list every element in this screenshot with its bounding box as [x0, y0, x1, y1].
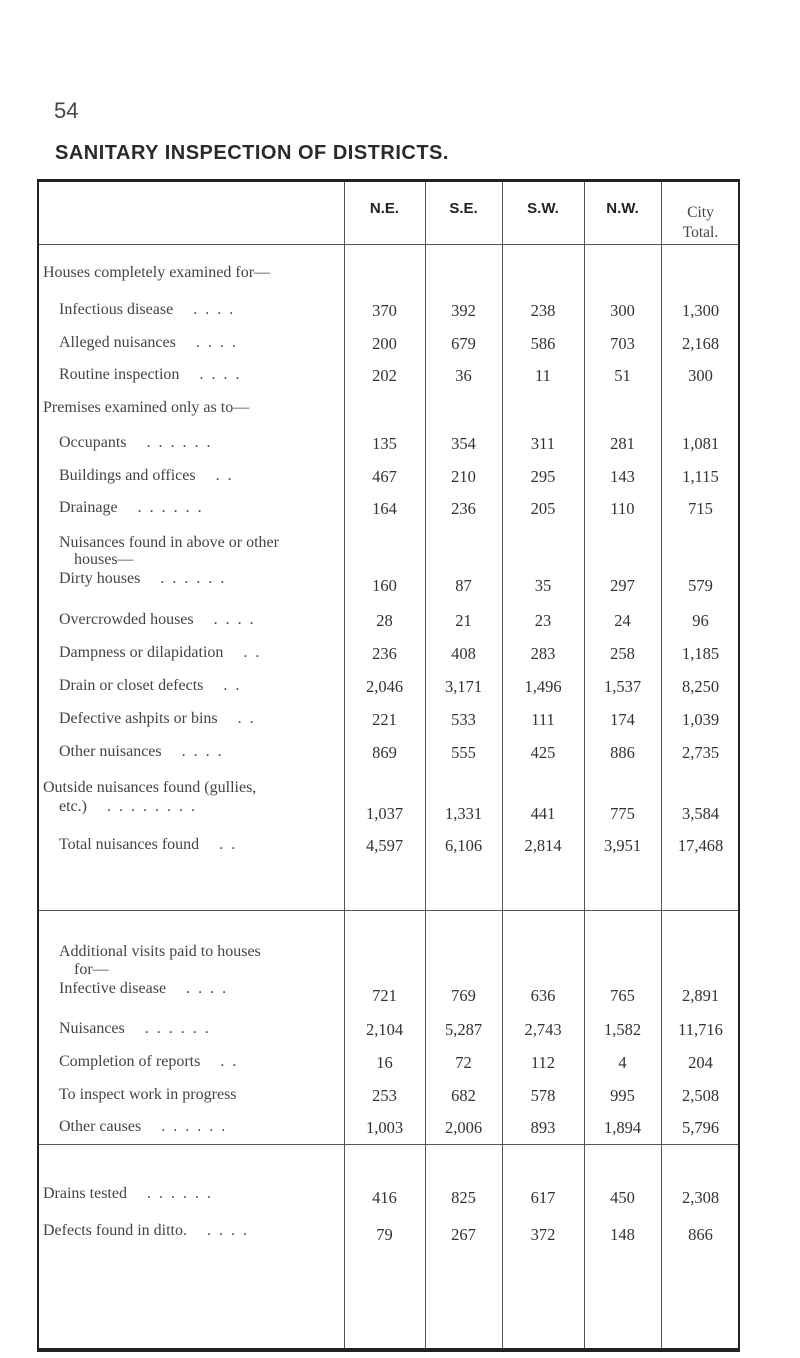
cell-nw: 775 — [610, 804, 635, 823]
cell-sw: 111 — [531, 710, 555, 729]
cell-se: 392 — [451, 301, 476, 320]
column-header-sw: S.W. — [527, 200, 559, 217]
row-label: Defects found in ditto. — [43, 1222, 187, 1239]
cell-ne: 869 — [372, 743, 397, 762]
row-label: Dirty houses — [59, 570, 141, 587]
cell-city-total: 2,168 — [681, 334, 720, 353]
leader-dots: . . . . . . — [160, 570, 227, 587]
cell-ne: 160 — [372, 576, 397, 595]
cell-ne: 1,003 — [365, 1118, 404, 1137]
cell-nw: 4 — [618, 1053, 627, 1072]
column-header-total: Total. — [682, 224, 719, 241]
cell-nw: 995 — [610, 1086, 635, 1105]
cell-se: 354 — [451, 434, 476, 453]
leader-dots: . . . . . . — [146, 1185, 213, 1202]
cell-city-total: 17,468 — [677, 836, 724, 855]
cell-se: 21 — [455, 611, 472, 630]
section-heading-continued: houses— — [74, 551, 134, 568]
row-label: etc.) — [59, 798, 87, 815]
cell-sw: 1,496 — [524, 677, 562, 696]
cell-sw: 578 — [530, 1086, 556, 1105]
cell-sw: 311 — [530, 434, 556, 453]
cell-nw: 703 — [610, 334, 635, 353]
leader-dots: . . . . — [186, 980, 229, 997]
row-label: Other causes — [59, 1118, 142, 1135]
column-header-ne: N.E. — [369, 200, 400, 217]
cell-se: 408 — [451, 644, 476, 663]
column-header-city: City — [687, 204, 714, 221]
row-label: Nuisances — [59, 1020, 125, 1037]
cell-ne: 200 — [372, 334, 397, 353]
inspection-table — [37, 179, 740, 1352]
cell-se: 679 — [451, 334, 476, 353]
leader-dots: . . . . . . — [146, 434, 213, 451]
leader-dots: . . — [220, 1053, 239, 1070]
cell-ne: 467 — [372, 467, 397, 486]
leader-dots: . . . . . . — [144, 1020, 211, 1037]
leader-dots: . . . . . . — [161, 1118, 228, 1135]
leader-dots: . . — [219, 836, 238, 853]
cell-sw: 238 — [530, 301, 556, 320]
cell-se: 267 — [451, 1225, 476, 1244]
cell-nw: 110 — [610, 499, 635, 518]
cell-se: 5,287 — [444, 1020, 483, 1039]
leader-dots: . . . . — [195, 334, 238, 351]
cell-city-total: 5,796 — [681, 1118, 720, 1137]
row-label: Infectious disease — [59, 301, 174, 318]
cell-ne: 135 — [372, 434, 397, 453]
cell-se: 825 — [451, 1188, 476, 1207]
cell-city-total: 866 — [688, 1225, 713, 1244]
cell-ne: 416 — [372, 1188, 397, 1207]
cell-se: 555 — [451, 743, 476, 762]
leader-dots: . . . . — [193, 301, 236, 318]
cell-se: 210 — [451, 467, 476, 486]
cell-nw: 886 — [610, 743, 635, 762]
cell-sw: 617 — [530, 1188, 556, 1207]
cell-city-total: 3,584 — [681, 804, 720, 823]
column-rule — [344, 182, 345, 1348]
leader-dots: . . — [237, 710, 256, 727]
cell-nw: 1,537 — [603, 677, 642, 696]
cell-sw: 205 — [530, 499, 556, 518]
cell-se: 533 — [451, 710, 476, 729]
leader-dots: . . . . — [199, 366, 242, 383]
row-label: Total nuisances found — [59, 836, 200, 853]
cell-nw: 281 — [610, 434, 635, 453]
cell-city-total: 1,081 — [681, 434, 720, 453]
cell-city-total: 2,508 — [681, 1086, 720, 1105]
cell-sw: 2,743 — [524, 1020, 562, 1039]
cell-se: 2,006 — [444, 1118, 483, 1137]
cell-sw: 893 — [530, 1118, 556, 1137]
cell-sw: 112 — [530, 1053, 556, 1072]
cell-city-total: 300 — [688, 366, 713, 385]
row-label: Routine inspection — [59, 366, 180, 383]
leader-dots: . . . . . . . . — [106, 798, 197, 815]
cell-ne: 721 — [372, 986, 397, 1005]
leader-dots: . . . . — [181, 743, 224, 760]
column-rule — [425, 182, 426, 1348]
cell-se: 87 — [455, 576, 472, 595]
cell-nw: 24 — [614, 611, 631, 630]
column-rule — [584, 182, 585, 1348]
cell-ne: 2,104 — [365, 1020, 404, 1039]
cell-city-total: 1,185 — [681, 644, 720, 663]
cell-sw: 11 — [535, 366, 551, 385]
row-label: Drainage — [59, 499, 118, 516]
cell-ne: 16 — [376, 1053, 393, 1072]
section-rule — [39, 1144, 738, 1145]
row-label: Drains tested — [43, 1185, 127, 1202]
cell-nw: 148 — [610, 1225, 635, 1244]
cell-ne: 202 — [372, 366, 397, 385]
cell-nw: 51 — [614, 366, 631, 385]
section-heading: Additional visits paid to houses — [59, 943, 261, 960]
cell-nw: 1,582 — [603, 1020, 642, 1039]
cell-se: 3,171 — [444, 677, 483, 696]
cell-city-total: 2,735 — [681, 743, 720, 762]
cell-ne: 236 — [372, 644, 397, 663]
leader-dots: . . . . — [213, 611, 256, 628]
cell-city-total: 1,039 — [681, 710, 720, 729]
cell-se: 236 — [451, 499, 476, 518]
cell-se: 682 — [451, 1086, 476, 1105]
cell-ne: 4,597 — [365, 836, 404, 855]
cell-nw: 143 — [610, 467, 635, 486]
cell-nw: 3,951 — [603, 836, 642, 855]
cell-city-total: 8,250 — [681, 677, 720, 696]
cell-sw: 372 — [530, 1225, 556, 1244]
row-label: Defective ashpits or bins — [59, 710, 218, 727]
cell-se: 36 — [455, 366, 472, 385]
row-label: Occupants — [59, 434, 127, 451]
cell-sw: 295 — [530, 467, 556, 486]
cell-city-total: 96 — [692, 611, 709, 630]
row-label: To inspect work in progress — [59, 1086, 237, 1103]
row-label: Dampness or dilapidation — [59, 644, 224, 661]
column-header-se: S.E. — [449, 200, 478, 217]
row-label: Drain or closet defects — [59, 677, 204, 694]
section-heading: Premises examined only as to— — [43, 399, 250, 416]
cell-city-total: 2,308 — [681, 1188, 720, 1207]
cell-nw: 765 — [610, 986, 635, 1005]
cell-ne: 2,046 — [365, 677, 404, 696]
cell-nw: 300 — [610, 301, 635, 320]
row-label: Overcrowded houses — [59, 611, 194, 628]
row-label: Infective disease — [59, 980, 167, 997]
leader-dots: . . — [215, 467, 234, 484]
cell-city-total: 204 — [688, 1053, 713, 1072]
section-heading: Houses completely examined for— — [43, 264, 271, 281]
section-heading: Nuisances found in above or other — [59, 534, 279, 551]
cell-nw: 297 — [610, 576, 635, 595]
cell-city-total: 1,300 — [681, 301, 720, 320]
column-rule — [502, 182, 503, 1348]
cell-city-total: 11,716 — [678, 1020, 723, 1039]
cell-ne: 28 — [376, 611, 393, 630]
leader-dots: . . — [223, 677, 242, 694]
header-rule — [39, 244, 738, 245]
column-header-city-total — [661, 203, 740, 243]
cell-nw: 450 — [610, 1188, 635, 1207]
cell-city-total: 579 — [688, 576, 713, 595]
column-header-nw: N.W. — [606, 200, 639, 217]
cell-ne: 79 — [376, 1225, 393, 1244]
cell-city-total: 715 — [688, 499, 713, 518]
cell-city-total: 1,115 — [682, 467, 719, 486]
section-heading-continued: for— — [74, 961, 109, 978]
cell-se: 1,331 — [444, 804, 483, 823]
cell-sw: 2,814 — [524, 836, 562, 855]
cell-se: 72 — [455, 1053, 472, 1072]
section-heading: Outside nuisances found (gullies, — [43, 779, 257, 796]
cell-sw: 23 — [534, 611, 552, 630]
page-title: SANITARY INSPECTION OF DISTRICTS. — [55, 142, 449, 164]
cell-ne: 1,037 — [365, 804, 404, 823]
cell-city-total: 2,891 — [681, 986, 720, 1005]
cell-nw: 1,894 — [603, 1118, 642, 1137]
row-label: Buildings and offices — [59, 467, 196, 484]
leader-dots: . . . . . . — [137, 499, 204, 516]
leader-dots: . . — [243, 644, 262, 661]
cell-sw: 283 — [530, 644, 556, 663]
row-label: Other nuisances — [59, 743, 162, 760]
row-label: Alleged nuisances — [59, 334, 176, 351]
cell-sw: 425 — [530, 743, 556, 762]
row-label: Completion of reports — [59, 1053, 201, 1070]
cell-se: 769 — [451, 986, 476, 1005]
cell-nw: 258 — [610, 644, 635, 663]
cell-sw: 35 — [534, 576, 552, 595]
cell-nw: 174 — [610, 710, 635, 729]
section-rule — [39, 910, 738, 911]
cell-ne: 370 — [372, 301, 397, 320]
cell-ne: 164 — [372, 499, 397, 518]
leader-dots: . . . . — [206, 1222, 249, 1239]
cell-sw: 441 — [530, 804, 556, 823]
cell-ne: 253 — [372, 1086, 397, 1105]
cell-se: 6,106 — [444, 836, 483, 855]
column-rule — [661, 182, 662, 1348]
cell-sw: 586 — [530, 334, 556, 353]
cell-sw: 636 — [530, 986, 556, 1005]
page-number: 54 — [54, 98, 79, 123]
cell-ne: 221 — [372, 710, 397, 729]
